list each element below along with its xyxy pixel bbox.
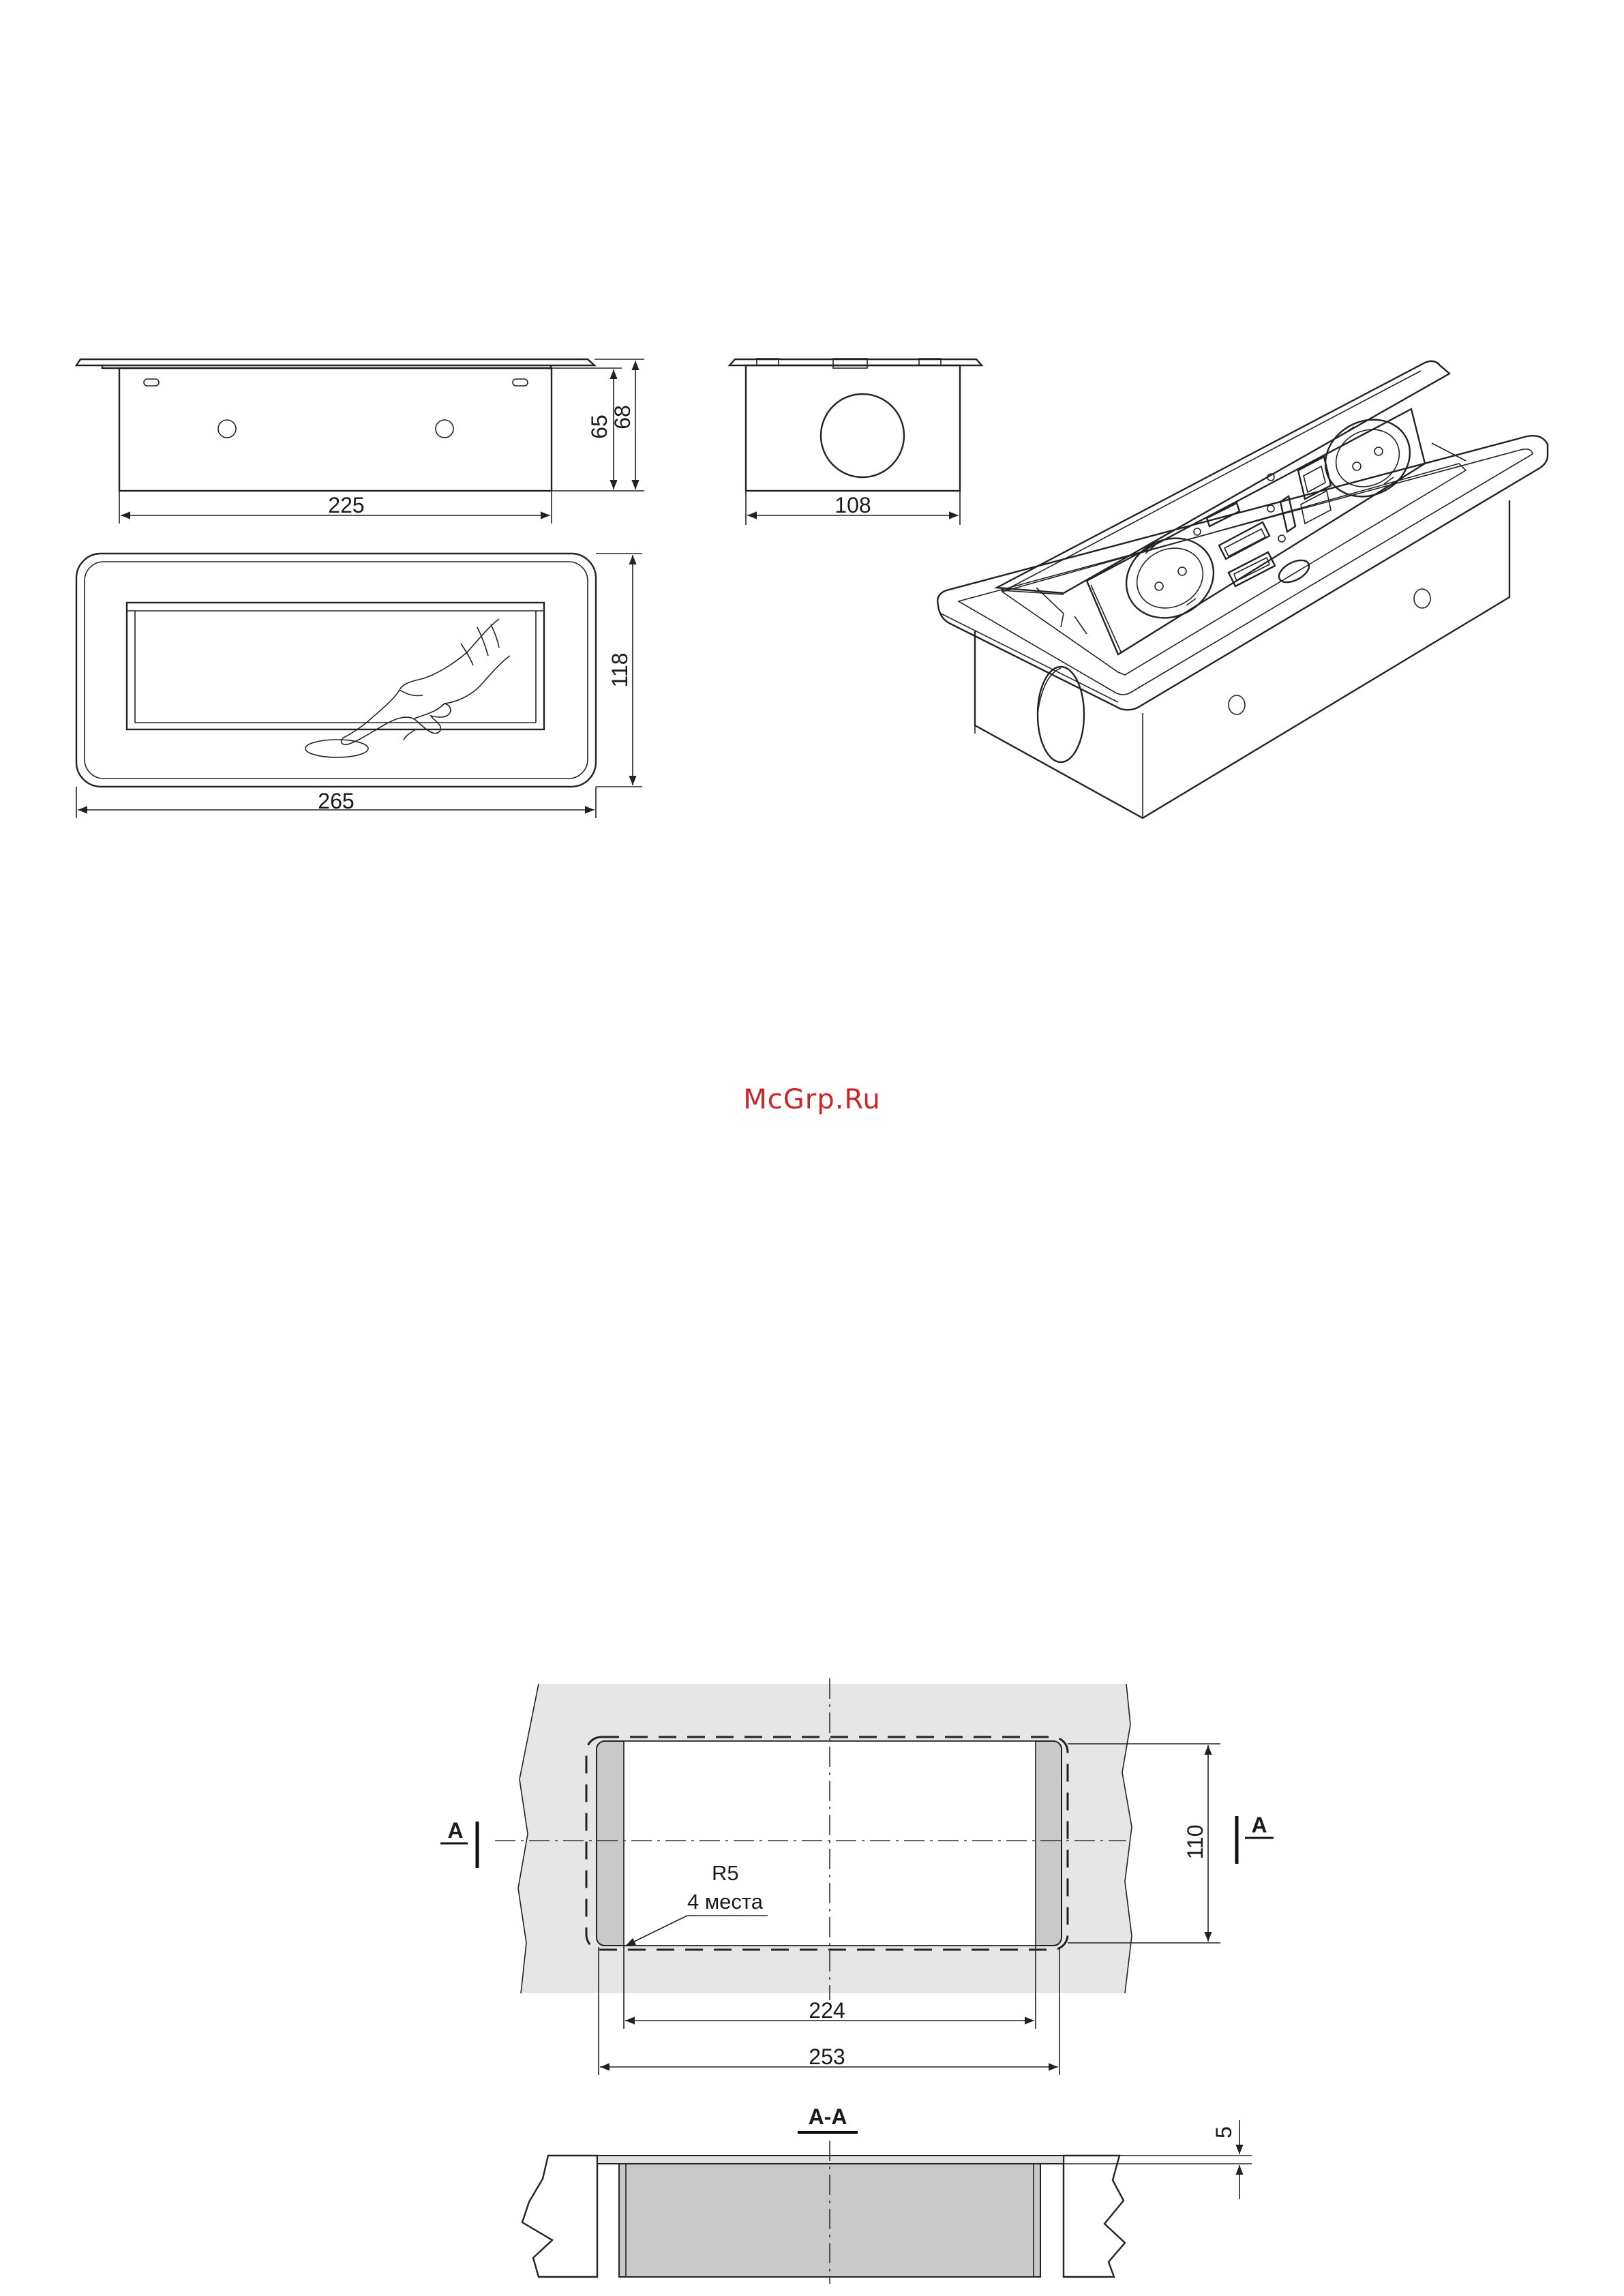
- front-view: [76, 359, 644, 524]
- isometric-view: [937, 361, 1548, 818]
- radius-label: R5: [712, 1861, 739, 1885]
- dim-flange-thickness: 5: [1212, 2126, 1236, 2139]
- schuko-socket-icon: [1112, 524, 1227, 633]
- dim-side-width: 108: [834, 493, 871, 517]
- dim-cutout-outer-width: 253: [809, 2044, 845, 2069]
- radius-places-label: 4 места: [687, 1890, 763, 1914]
- side-view: [730, 359, 982, 525]
- dim-top-width: 265: [318, 789, 355, 813]
- section-marker-left: A: [447, 1818, 464, 1843]
- section-marker-right: A: [1251, 1813, 1267, 1837]
- dim-front-length: 225: [328, 493, 365, 517]
- dim-front-height-inner: 65: [587, 414, 612, 439]
- hand-pointer-icon: [342, 619, 510, 744]
- section-a-a: [522, 2104, 1252, 2284]
- vga-port-icon: [1219, 522, 1269, 559]
- dim-front-height-total: 68: [610, 405, 635, 429]
- watermark: McGrp.Ru: [743, 1084, 881, 1115]
- dim-top-depth: 118: [607, 652, 632, 688]
- dim-cutout-inner-width: 224: [809, 1998, 845, 2023]
- section-title: A-A: [808, 2104, 847, 2129]
- dim-cutout-height: 110: [1183, 1824, 1207, 1860]
- cutout-plan: [440, 1678, 1274, 2075]
- top-view: [76, 554, 642, 818]
